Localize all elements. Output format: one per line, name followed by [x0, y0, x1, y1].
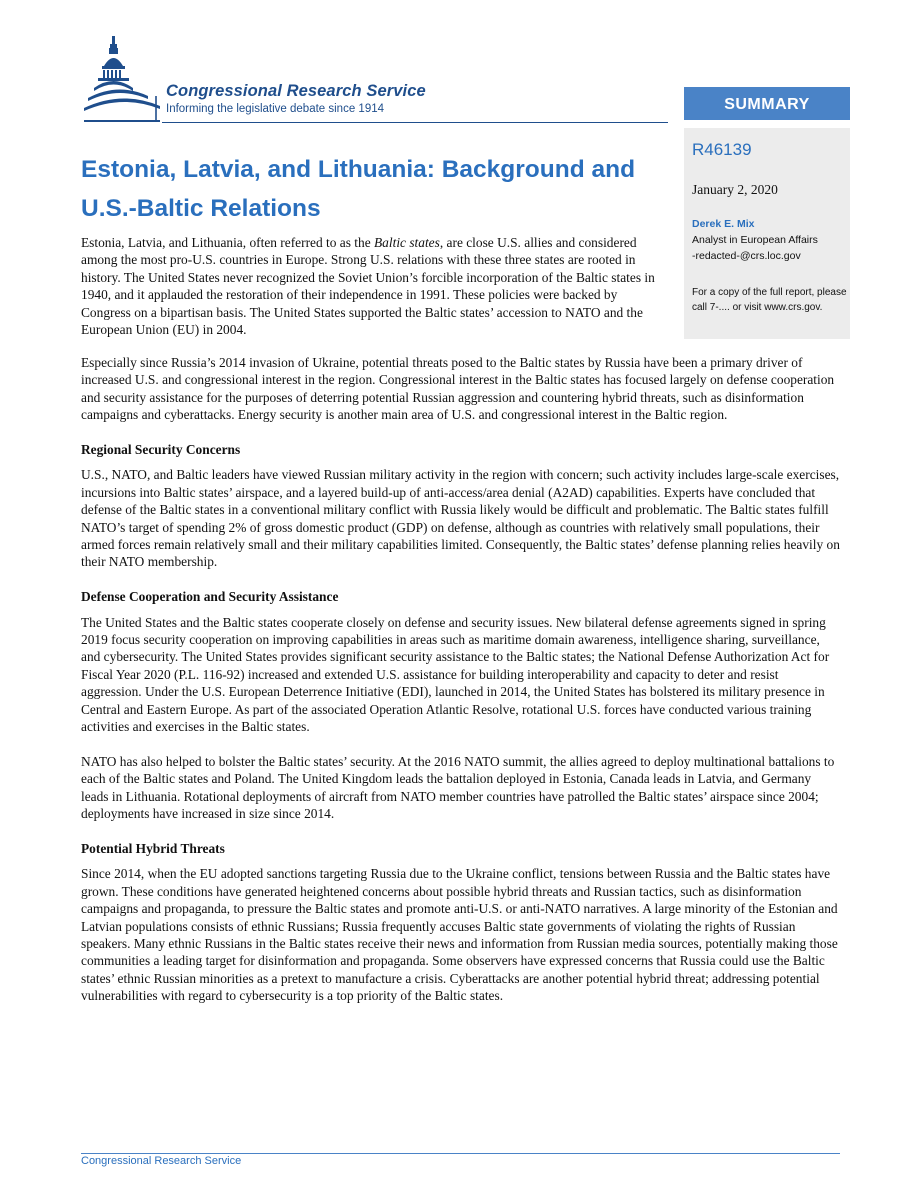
- paragraph-defense-1: The United States and the Baltic states cooperate closely on defense and security issues. New bilateral defense agreements signed in spring 2019 focus security cooperation on improving capabilities in areas such as maritime domain awareness, intelligence sharing, surveillance, and cybersecurity. The United States provides significant security assistance to the Baltic states; the National Defense Authorization Act for Fiscal Year 2020 (P.L. 116-92) increased and extended U.S. assistance for building interoperability and capacity to deter and resist aggression. Under the U.S. European Deterrence Initiative (EDI), launched in 2014, the United States has bolstered its military presence in Central and Eastern Europe. As part of the associated Operation Atlantic Resolve, rotational U.S. forces have conducted various training activities and exercises in the Baltic states.: [81, 614, 830, 735]
- paragraph-security: U.S., NATO, and Baltic leaders have viewed Russian military activity in the region with concern; such activity includes large-scale exercises, incursions into Baltic states’ airspace, and a layered build-up of anti-access/area denial (A2AD) capabilities. Experts have concluded that defense of the Baltic states in a conventional military conflict with Russia likely would be difficult and problematic. The Baltic states fulfill NATO’s target of spending 2% of gross domestic product (GDP) on defense, although as countries with relatively small populations, their armed forces remain relatively small and their military capabilities limited. Consequently, the Baltic states’ defense planning relies heavily on their NATO membership.: [81, 467, 840, 570]
- paragraph-hybrid: Since 2014, when the EU adopted sanctions targeting Russia due to the Ukraine conflict, tensions between Russia and the Baltic states have grown. These conditions have generated heightened concerns about possible hybrid threats and Russian tactics, such as disinformation campaigns and propaganda, to pressure the Baltic states and promote anti-U.S. or anti-NATO narratives. A large minority of the Estonian and Latvian populations consists of ethnic Russians; Russia frequently accuses Baltic state governments of violating the rights of Russian speakers. Many ethnic Russians in the Baltic states receive their news and information from Russian media sources, potentially making those communities a leading target for disinformation and propaganda. Some observers have expressed concerns that Russia could use the Baltic states’ ethnic Russian minorities as a pretext to manufacture a crisis. Cyberattacks are another potential hybrid threat; addressing potential vulnerabilities with regard to cybersecurity is a top priority of the Baltic states.: [81, 866, 838, 1004]
- paragraph-defense-2: NATO has also helped to bolster the Baltic states’ security. At the 2016 NATO summit, the allies agreed to deploy multinational battalions to each of the Baltic states and Poland. The United Kingdom leads the battalion deployed in Estonia, Canada leads in Latvia, and Germany leads in Lithuania. Rotational deployments of aircraft from NATO member countries have patrolled the Baltic states’ airspace since 2004; deployments have increased in size since 2014.: [81, 753, 835, 822]
- paragraph-russia: Especially since Russia’s 2014 invasion of Ukraine, potential threats posed to the Baltic states by Russia have been a primary driver of increased U.S. and congressional interest in the region. Congressional interest in the Baltic states has focused largely on defense cooperation and security assistance for the purposes of deterring potential Russian aggression and countering hybrid threats, such as disinformation campaigns and cyberattacks. Energy security is another main area of U.S. and congressional interest in the Baltic region.: [81, 355, 835, 423]
- intro-paragraph: [81, 234, 666, 338]
- copy-note: For a copy of the full report, please call 7-.... or visit www.crs.gov.: [692, 287, 847, 313]
- document-body: [81, 354, 841, 1022]
- heading-defense: Defense Cooperation and Security Assistance: [81, 589, 339, 605]
- author-title: Analyst in European Affairs: [692, 234, 818, 246]
- author-email[interactable]: -redacted-@crs.loc.gov: [692, 250, 801, 262]
- report-id: R46139: [692, 140, 752, 159]
- footer-divider: [81, 1153, 840, 1154]
- heading-security: Regional Security Concerns: [81, 442, 241, 458]
- footer-text: Congressional Research Service: [81, 1155, 242, 1167]
- org-tagline: Informing the legislative debate since 1914: [166, 103, 385, 115]
- intro-emphasis: Baltic states: [374, 235, 440, 250]
- header-divider: [162, 122, 668, 123]
- author-name: Derek E. Mix: [692, 218, 755, 230]
- heading-hybrid: Potential Hybrid Threats: [81, 840, 225, 856]
- page-title: Estonia, Latvia, and Lithuania: Background and U.S.-Baltic Relations: [81, 156, 636, 222]
- summary-heading: SUMMARY: [684, 87, 850, 120]
- intro-text-after: , are close U.S. allies and considered among the most pro-U.S. countries in Europe. Strong U.S. relations with these three states are rooted in history. The United States never recognized the Soviet Union’s forcible incorporation of the Baltic states in 1940, and it applauded the restoration of their independence in 1991. These policies were backed by Congress on a bipartisan basis. The United States supported the Baltic states’ accession to NATO and the European Union (EU) in 2004.: [81, 235, 655, 338]
- capitol-dome-icon: [84, 36, 164, 122]
- report-date: January 2, 2020: [692, 182, 778, 197]
- org-name: Congressional Research Service: [166, 82, 426, 100]
- intro-text-before: Estonia, Latvia, and Lithuania, often referred to as the: [81, 235, 374, 250]
- summary-sidebar: [684, 128, 850, 339]
